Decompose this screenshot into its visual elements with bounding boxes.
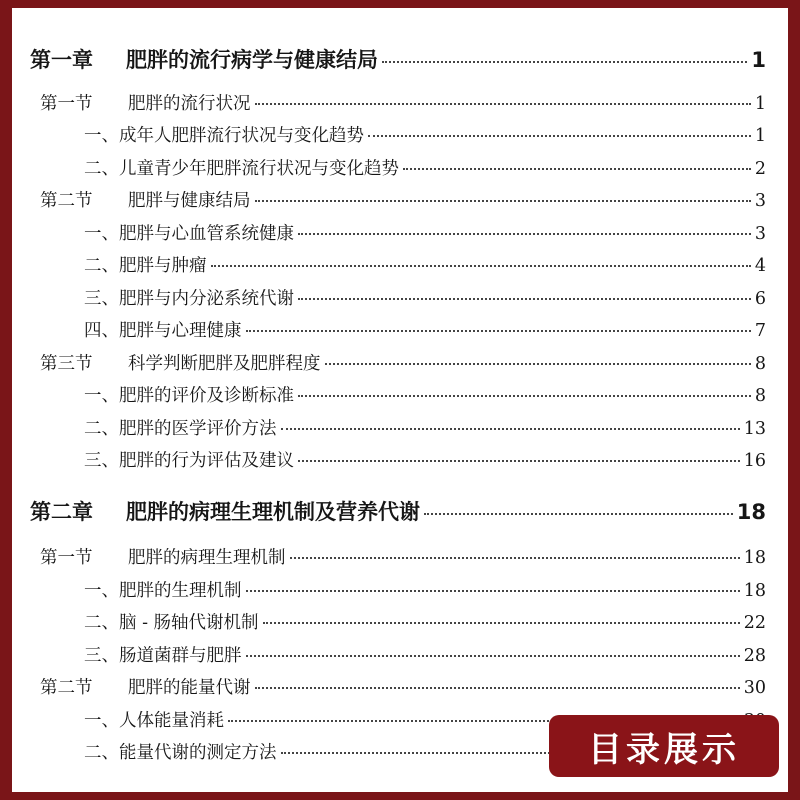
toc-section[interactable] (12, 187, 788, 212)
page-number: 8 (754, 386, 766, 406)
dot-leader (382, 61, 747, 63)
dot-leader (298, 460, 740, 462)
page-number: 22 (743, 613, 766, 633)
dot-leader (263, 622, 740, 624)
item-title: 四、肥胖与心理健康 (84, 321, 242, 341)
page-number: 1 (751, 48, 766, 72)
toc-section[interactable] (12, 90, 788, 115)
page-number: 8 (754, 354, 766, 374)
page-number: 18 (743, 581, 766, 601)
dot-leader (255, 200, 751, 202)
item-title: 一、人体能量消耗 (84, 711, 224, 731)
item-title: 三、肥胖与内分泌系统代谢 (84, 289, 294, 309)
chapter-title: 肥胖的病理生理机制及营养代谢 (126, 500, 420, 524)
dot-leader (298, 395, 751, 397)
item-title: 一、肥胖的生理机制 (84, 581, 242, 601)
toc-item[interactable] (12, 577, 788, 602)
toc-item[interactable] (12, 317, 788, 342)
page-number: 1 (754, 126, 766, 146)
dot-leader (403, 168, 751, 170)
item-title: 一、肥胖与心血管系统健康 (84, 224, 294, 244)
section-number: 第二节 (40, 191, 93, 211)
toc-item[interactable] (12, 415, 788, 440)
item-title: 二、儿童青少年肥胖流行状况与变化趋势 (84, 159, 399, 179)
section-number: 第三节 (40, 354, 93, 374)
page-number: 3 (754, 224, 766, 244)
page-number: 3 (754, 191, 766, 211)
dot-leader (246, 655, 740, 657)
toc-item[interactable] (12, 447, 788, 472)
toc-item[interactable] (12, 609, 788, 634)
page-number: 7 (754, 321, 766, 341)
dot-leader (255, 103, 751, 105)
dot-leader (368, 135, 751, 137)
item-title: 三、肠道菌群与肥胖 (84, 646, 242, 666)
dot-leader (255, 687, 740, 689)
dot-leader (424, 513, 733, 515)
chapter-title: 肥胖的流行病学与健康结局 (126, 48, 378, 72)
page-number: 1 (754, 94, 766, 114)
page-number: 28 (743, 646, 766, 666)
toc-item[interactable] (12, 122, 788, 147)
item-title: 二、能量代谢的测定方法 (84, 743, 277, 763)
item-title: 二、肥胖的医学评价方法 (84, 419, 277, 439)
page-number: 6 (754, 289, 766, 309)
dot-leader (298, 298, 751, 300)
dot-leader (281, 428, 740, 430)
toc-chapter-2[interactable] (12, 496, 788, 526)
page-number: 13 (743, 419, 766, 439)
toc-item[interactable] (12, 642, 788, 667)
item-title: 三、肥胖的行为评估及建议 (84, 451, 294, 471)
dot-leader (325, 363, 751, 365)
toc-item[interactable] (12, 285, 788, 310)
section-number: 第二节 (40, 678, 93, 698)
badge-label: 目录展示 (588, 729, 740, 770)
dot-leader (211, 265, 751, 267)
dot-leader (298, 233, 751, 235)
section-title: 肥胖与健康结局 (128, 191, 251, 211)
item-title: 二、脑 - 肠轴代谢机制 (84, 613, 259, 633)
toc-section[interactable] (12, 674, 788, 699)
toc-section[interactable] (12, 544, 788, 569)
section-title: 科学判断肥胖及肥胖程度 (128, 354, 321, 374)
toc-item[interactable] (12, 382, 788, 407)
dot-leader (246, 590, 740, 592)
chapter-number: 第二章 (30, 500, 93, 524)
toc-page (12, 8, 788, 792)
section-title: 肥胖的病理生理机制 (128, 548, 286, 568)
dot-leader (290, 557, 740, 559)
page-number: 18 (743, 548, 766, 568)
page-number: 2 (754, 159, 766, 179)
chapter-number: 第一章 (30, 48, 93, 72)
page-number: 18 (736, 500, 766, 524)
item-title: 一、成年人肥胖流行状况与变化趋势 (84, 126, 364, 146)
section-number: 第一节 (40, 94, 93, 114)
dot-leader (246, 330, 751, 332)
page-number: 4 (754, 256, 766, 276)
section-title: 肥胖的流行状况 (128, 94, 251, 114)
toc-section[interactable] (12, 350, 788, 375)
item-title: 二、肥胖与肿瘤 (84, 256, 207, 276)
toc-item[interactable] (12, 252, 788, 277)
toc-preview-badge (549, 715, 779, 777)
section-number: 第一节 (40, 548, 93, 568)
item-title: 一、肥胖的评价及诊断标准 (84, 386, 294, 406)
section-title: 肥胖的能量代谢 (128, 678, 251, 698)
table-of-contents (12, 8, 788, 792)
toc-item[interactable] (12, 220, 788, 245)
toc-item[interactable] (12, 155, 788, 180)
toc-chapter-1[interactable] (12, 44, 788, 74)
page-number: 30 (743, 678, 766, 698)
page-number: 16 (743, 451, 766, 471)
